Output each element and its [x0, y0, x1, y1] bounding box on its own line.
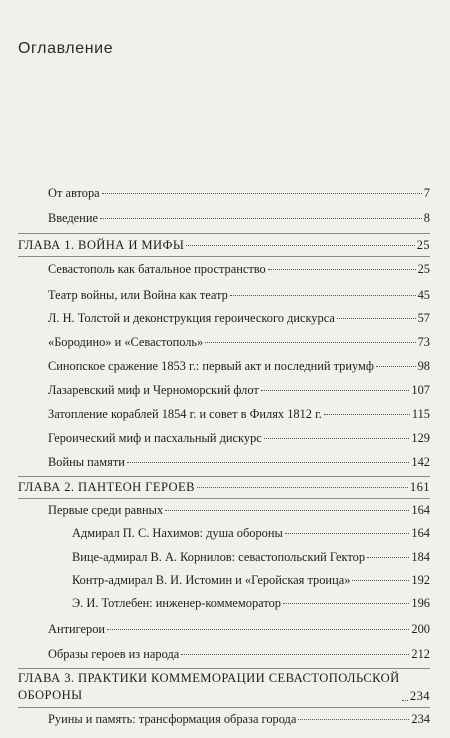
entry-title: Затопление кораблей 1854 г. и совет в Филях 1812 г.	[48, 407, 322, 421]
entry-title: Адмирал П. С. Нахимов: душа обороны	[72, 526, 283, 540]
page-title: Оглавление	[18, 40, 114, 57]
entry-title: Образы героев из народа	[48, 647, 180, 661]
toc-entry	[48, 455, 430, 470]
toc-entry	[48, 712, 430, 727]
leader-dots	[352, 579, 409, 581]
toc-subentry	[72, 550, 430, 565]
toc-entry	[48, 262, 430, 277]
leader-dots	[100, 217, 422, 219]
chapter-title-block	[18, 670, 400, 704]
divider	[18, 476, 430, 477]
leader-dots	[337, 317, 416, 319]
toc-entry	[48, 622, 430, 637]
entry-title: От автора	[48, 186, 100, 200]
leader-dots	[402, 699, 408, 701]
entry-page: 164	[411, 503, 430, 517]
toc-entry	[48, 211, 430, 226]
chapter-page: 161	[409, 480, 430, 494]
leader-dots	[165, 509, 409, 511]
entry-title: Э. И. Тотлебен: инженер-коммеморатор	[72, 596, 281, 610]
divider	[18, 498, 430, 499]
entry-page: 184	[411, 550, 430, 564]
leader-dots	[324, 413, 410, 415]
entry-title: Введение	[48, 211, 98, 225]
toc-chapter	[18, 480, 430, 495]
entry-page: 200	[411, 622, 430, 636]
toc-entry	[48, 311, 430, 326]
leader-dots	[102, 192, 422, 194]
entry-title: Лазаревский миф и Черноморский флот	[48, 383, 259, 397]
leader-dots	[298, 718, 409, 720]
leader-dots	[181, 653, 409, 655]
entry-page: 7	[423, 186, 430, 200]
leader-dots	[205, 341, 415, 343]
entry-title: Героический миф и пасхальный дискурс	[48, 431, 262, 445]
toc-entry	[48, 431, 430, 446]
entry-page: 115	[411, 407, 430, 421]
chapter-page: 25	[416, 238, 430, 252]
toc-entry	[48, 407, 430, 422]
toc-subentry	[72, 596, 430, 611]
entry-title: Вице-адмирал В. А. Корнилов: севастопольский Гектор	[72, 550, 366, 564]
leader-dots	[186, 244, 414, 246]
entry-page: 98	[417, 359, 430, 373]
leader-dots	[107, 628, 409, 630]
toc-entry	[48, 186, 430, 201]
leader-dots	[285, 532, 410, 534]
entry-page: 107	[411, 383, 430, 397]
chapter-page: 234	[409, 689, 430, 703]
leader-dots	[264, 437, 410, 439]
divider	[18, 707, 430, 708]
entry-page: 212	[411, 647, 430, 661]
entry-title: Театр войны, или Война как театр	[48, 288, 228, 302]
toc-entry	[48, 647, 430, 662]
entry-page: 234	[411, 712, 430, 726]
toc-entry	[48, 359, 430, 374]
toc-entry	[48, 335, 430, 350]
leader-dots	[268, 268, 416, 270]
entry-title: Руины и память: трансформация образа города	[48, 712, 297, 726]
entry-page: 57	[417, 311, 430, 325]
toc-entry	[48, 288, 430, 303]
leader-dots	[283, 602, 409, 604]
leader-dots	[367, 556, 409, 558]
toc-entry	[48, 503, 430, 518]
chapter-title: ГЛАВА 2. ПАНТЕОН ГЕРОЕВ	[18, 480, 195, 494]
leader-dots	[376, 365, 416, 367]
entry-title: Контр-адмирал В. И. Истомин и «Геройская троица»	[72, 573, 351, 587]
leader-dots	[127, 461, 410, 463]
entry-page: 196	[411, 596, 430, 610]
entry-title: Антигерои	[48, 622, 106, 636]
chapter-title: ГЛАВА 3. ПРАКТИКИ КОММЕМОРАЦИИ СЕВАСТОПОЛЬСКОЙ	[18, 671, 400, 685]
leader-dots	[197, 486, 408, 488]
entry-page: 73	[417, 335, 430, 349]
leader-dots	[230, 294, 416, 296]
entry-title: Войны памяти	[48, 455, 125, 469]
toc-chapter	[18, 238, 430, 253]
entry-title: Первые среди равных	[48, 503, 164, 517]
entry-title: «Бородино» и «Севастополь»	[48, 335, 204, 349]
entry-page: 8	[423, 211, 430, 225]
chapter-title-continued: ОБОРОНЫ	[18, 688, 83, 702]
bleed-through-text	[100, 2, 430, 82]
entry-title: Севастополь как батальное пространство	[48, 262, 266, 276]
divider	[18, 233, 430, 234]
entry-page: 164	[411, 526, 430, 540]
entry-page: 129	[411, 431, 430, 445]
entry-page: 142	[411, 455, 430, 469]
toc-subentry	[72, 573, 430, 588]
toc-entry	[48, 383, 430, 398]
entry-page: 25	[417, 262, 430, 276]
toc-subentry	[72, 526, 430, 541]
entry-title: Л. Н. Толстой и деконструкция героического дискурса	[48, 311, 335, 325]
leader-dots	[261, 389, 410, 391]
divider	[18, 256, 430, 257]
toc-chapter	[18, 670, 430, 704]
entry-page: 45	[417, 288, 430, 302]
entry-page: 192	[411, 573, 430, 587]
chapter-title: ГЛАВА 1. ВОЙНА И МИФЫ	[18, 238, 185, 252]
divider	[18, 668, 430, 669]
entry-title: Синопское сражение 1853 г.: первый акт и последний триумф	[48, 359, 374, 373]
